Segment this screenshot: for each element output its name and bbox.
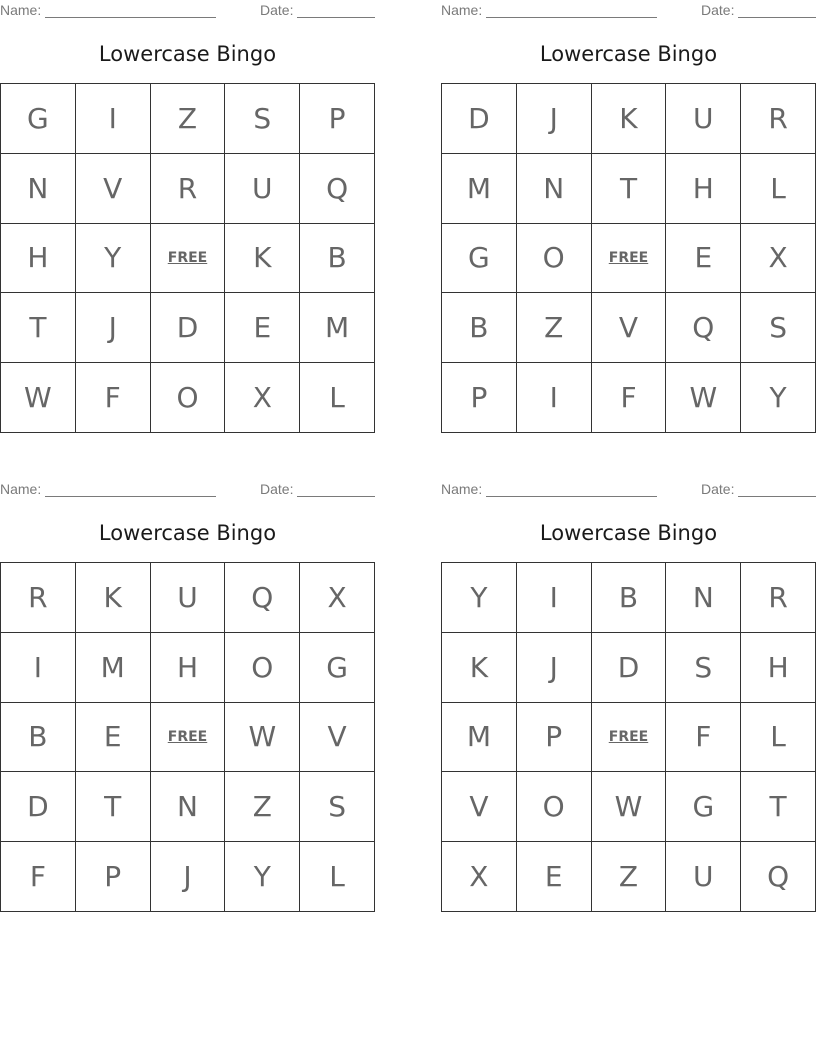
bingo-cell[interactable]: Y xyxy=(442,563,517,633)
bingo-cell[interactable]: G xyxy=(300,633,375,703)
bingo-grid xyxy=(0,562,375,912)
name-blank-line[interactable] xyxy=(45,3,216,18)
date-blank-line[interactable] xyxy=(297,482,375,497)
date-blank-line[interactable] xyxy=(738,3,816,18)
bingo-cell[interactable]: J xyxy=(517,633,592,703)
bingo-cell[interactable]: G xyxy=(666,772,741,842)
name-blank-line[interactable] xyxy=(486,3,657,18)
bingo-cell[interactable]: R xyxy=(1,563,76,633)
bingo-card-1 xyxy=(0,0,375,415)
bingo-grid xyxy=(441,83,816,433)
name-field xyxy=(0,2,216,18)
bingo-cell[interactable]: O xyxy=(225,633,300,703)
free-space-label: FREE xyxy=(608,728,649,745)
bingo-cell[interactable]: P xyxy=(300,84,375,154)
bingo-cell[interactable]: P xyxy=(517,703,592,773)
name-blank-line[interactable] xyxy=(486,482,657,497)
free-space-cell[interactable] xyxy=(151,703,226,773)
bingo-cell[interactable]: D xyxy=(592,633,667,703)
bingo-cell[interactable]: Y xyxy=(225,842,300,912)
card-header xyxy=(441,0,816,22)
bingo-cell[interactable]: W xyxy=(1,363,76,433)
bingo-cell[interactable]: I xyxy=(76,84,151,154)
card-title: Lowercase Bingo xyxy=(539,42,718,66)
bingo-cell[interactable]: Z xyxy=(592,842,667,912)
bingo-cell[interactable]: B xyxy=(1,703,76,773)
bingo-cell[interactable]: S xyxy=(666,633,741,703)
bingo-cell[interactable]: T xyxy=(592,154,667,224)
bingo-cell[interactable]: V xyxy=(592,293,667,363)
bingo-cell[interactable]: X xyxy=(442,842,517,912)
free-space-cell[interactable] xyxy=(151,224,226,294)
bingo-cell[interactable]: Z xyxy=(517,293,592,363)
card-title: Lowercase Bingo xyxy=(98,42,277,66)
bingo-cell[interactable]: O xyxy=(151,363,226,433)
name-label: Name: xyxy=(0,481,42,497)
bingo-cell[interactable]: L xyxy=(741,703,816,773)
bingo-cell[interactable]: N xyxy=(1,154,76,224)
bingo-cell[interactable]: M xyxy=(442,703,517,773)
bingo-cell[interactable]: X xyxy=(741,224,816,294)
card-title: Lowercase Bingo xyxy=(98,521,277,545)
bingo-cell[interactable]: B xyxy=(592,563,667,633)
bingo-cell[interactable]: M xyxy=(76,633,151,703)
bingo-cell[interactable]: F xyxy=(592,363,667,433)
bingo-cell[interactable]: V xyxy=(76,154,151,224)
free-space-cell[interactable] xyxy=(592,703,667,773)
bingo-cell[interactable]: M xyxy=(442,154,517,224)
bingo-cell[interactable]: S xyxy=(741,293,816,363)
bingo-cell[interactable]: O xyxy=(517,772,592,842)
bingo-cell[interactable]: H xyxy=(151,633,226,703)
bingo-cell[interactable]: L xyxy=(300,842,375,912)
name-field xyxy=(441,481,657,497)
bingo-cell[interactable]: I xyxy=(517,563,592,633)
card-header xyxy=(0,0,375,22)
name-label: Name: xyxy=(0,2,42,18)
bingo-cell[interactable]: N xyxy=(517,154,592,224)
bingo-cell[interactable]: W xyxy=(666,363,741,433)
bingo-cell[interactable]: I xyxy=(517,363,592,433)
bingo-cell[interactable]: U xyxy=(666,842,741,912)
date-field xyxy=(701,481,816,497)
bingo-cell[interactable]: V xyxy=(300,703,375,773)
bingo-cell[interactable]: R xyxy=(151,154,226,224)
date-blank-line[interactable] xyxy=(738,482,816,497)
date-field xyxy=(260,2,375,18)
date-label: Date: xyxy=(701,2,735,18)
bingo-cell[interactable]: R xyxy=(741,84,816,154)
free-space-label: FREE xyxy=(608,249,649,266)
bingo-cell[interactable]: F xyxy=(666,703,741,773)
date-field xyxy=(260,481,375,497)
bingo-cell[interactable]: K xyxy=(592,84,667,154)
bingo-cell[interactable]: Y xyxy=(741,363,816,433)
bingo-cell[interactable]: K xyxy=(442,633,517,703)
bingo-cell[interactable]: S xyxy=(300,772,375,842)
bingo-cell[interactable]: E xyxy=(666,224,741,294)
bingo-card-3 xyxy=(0,479,375,894)
date-label: Date: xyxy=(701,481,735,497)
bingo-cell[interactable]: K xyxy=(76,563,151,633)
bingo-cell[interactable]: D xyxy=(151,293,226,363)
name-field xyxy=(0,481,216,497)
bingo-cell[interactable]: Y xyxy=(76,224,151,294)
bingo-cell[interactable]: O xyxy=(517,224,592,294)
bingo-cell[interactable]: E xyxy=(225,293,300,363)
bingo-cell[interactable]: F xyxy=(76,363,151,433)
bingo-cell[interactable]: Z xyxy=(225,772,300,842)
date-field xyxy=(701,2,816,18)
bingo-cell[interactable]: Q xyxy=(666,293,741,363)
bingo-cell[interactable]: H xyxy=(666,154,741,224)
name-blank-line[interactable] xyxy=(45,482,216,497)
bingo-grid xyxy=(441,562,816,912)
bingo-cell[interactable]: E xyxy=(76,703,151,773)
bingo-cell[interactable]: X xyxy=(225,363,300,433)
bingo-cell[interactable]: J xyxy=(76,293,151,363)
bingo-cell[interactable]: T xyxy=(76,772,151,842)
date-label: Date: xyxy=(260,481,294,497)
bingo-cell[interactable]: E xyxy=(517,842,592,912)
bingo-cell[interactable]: U xyxy=(151,563,226,633)
bingo-cell[interactable]: W xyxy=(225,703,300,773)
bingo-card-2 xyxy=(441,0,816,415)
bingo-cell[interactable]: N xyxy=(151,772,226,842)
bingo-cell[interactable]: G xyxy=(1,84,76,154)
free-space-cell[interactable] xyxy=(592,224,667,294)
bingo-cell[interactable]: Q xyxy=(741,842,816,912)
bingo-cell[interactable]: G xyxy=(442,224,517,294)
date-label: Date: xyxy=(260,2,294,18)
bingo-cell[interactable]: D xyxy=(442,84,517,154)
bingo-cell[interactable]: M xyxy=(300,293,375,363)
bingo-cell[interactable]: Q xyxy=(300,154,375,224)
bingo-cell[interactable]: W xyxy=(592,772,667,842)
bingo-cell[interactable]: V xyxy=(442,772,517,842)
bingo-cell[interactable]: H xyxy=(1,224,76,294)
bingo-cell[interactable]: L xyxy=(300,363,375,433)
bingo-card-4 xyxy=(441,479,816,894)
bingo-cell[interactable]: F xyxy=(1,842,76,912)
bingo-cell[interactable]: K xyxy=(225,224,300,294)
bingo-cell[interactable]: J xyxy=(151,842,226,912)
card-header xyxy=(441,479,816,501)
bingo-cell[interactable]: N xyxy=(666,563,741,633)
bingo-cell[interactable]: X xyxy=(300,563,375,633)
bingo-cell[interactable]: L xyxy=(741,154,816,224)
bingo-grid xyxy=(0,83,375,433)
bingo-cell[interactable]: B xyxy=(442,293,517,363)
date-blank-line[interactable] xyxy=(297,3,375,18)
free-space-label: FREE xyxy=(167,249,208,266)
bingo-cell[interactable]: Q xyxy=(225,563,300,633)
name-label: Name: xyxy=(441,481,483,497)
bingo-cell[interactable]: B xyxy=(300,224,375,294)
name-field xyxy=(441,2,657,18)
bingo-cell[interactable]: I xyxy=(1,633,76,703)
bingo-cell[interactable]: H xyxy=(741,633,816,703)
bingo-cell[interactable]: U xyxy=(225,154,300,224)
bingo-cell[interactable]: S xyxy=(225,84,300,154)
bingo-cell[interactable]: Z xyxy=(151,84,226,154)
bingo-cell[interactable]: P xyxy=(76,842,151,912)
card-header xyxy=(0,479,375,501)
bingo-cell[interactable]: D xyxy=(1,772,76,842)
name-label: Name: xyxy=(441,2,483,18)
bingo-cell[interactable]: T xyxy=(741,772,816,842)
bingo-cell[interactable]: R xyxy=(741,563,816,633)
bingo-cell[interactable]: J xyxy=(517,84,592,154)
free-space-label: FREE xyxy=(167,728,208,745)
card-title: Lowercase Bingo xyxy=(539,521,718,545)
bingo-cell[interactable]: P xyxy=(442,363,517,433)
bingo-cell[interactable]: U xyxy=(666,84,741,154)
bingo-cell[interactable]: T xyxy=(1,293,76,363)
